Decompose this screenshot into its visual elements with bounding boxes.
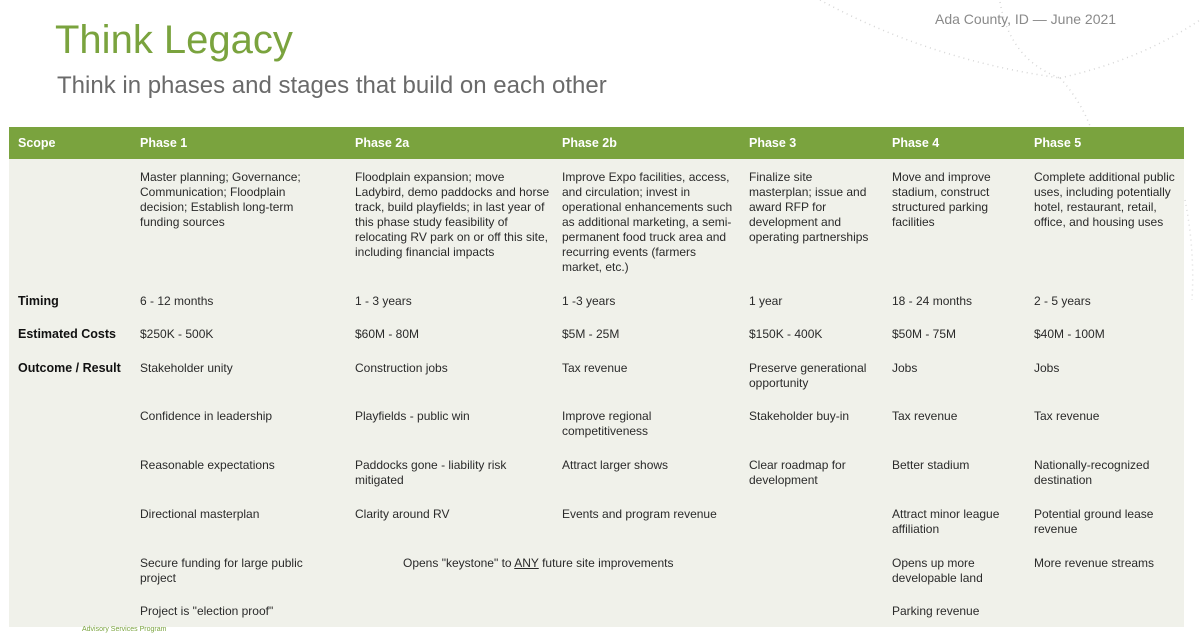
outcome-cell: Jobs: [892, 361, 918, 375]
row-label-timing: Timing: [18, 294, 59, 308]
outcome-cell: Confidence in leadership: [140, 409, 273, 423]
row-label-outcome: Outcome / Result: [18, 361, 121, 375]
timing-cell-phase-1: 6 - 12 months: [140, 294, 214, 308]
outcome-cell: More revenue streams: [1034, 556, 1155, 570]
outcome-cell: Preserve generational opportunity: [749, 361, 867, 390]
column-header-phase-2a: Phase 2a: [355, 136, 410, 150]
scope-cell-phase-2b: Improve Expo facilities, access, and circulation; invest in operational enhancements such as additional marketing, a semi-permanent food truck area and recurring events (farmers market, etc.): [562, 170, 733, 274]
scope-cell-phase-5: Complete additional public uses, including potentially hotel, restaurant, retail, office, and housing uses: [1034, 170, 1175, 229]
outcome-cell: Clear roadmap for development: [749, 458, 846, 487]
outcome-cell: Potential ground lease revenue: [1034, 507, 1154, 536]
outcome-cell: Parking revenue: [892, 604, 980, 618]
cost-cell-phase-3: $150K - 400K: [749, 327, 823, 341]
cost-cell-phase-2a: $60M - 80M: [355, 327, 420, 341]
outcome-cell: Improve regional competitiveness: [562, 409, 652, 438]
outcome-cell: Attract minor league affiliation: [892, 507, 1000, 536]
timing-cell-phase-3: 1 year: [749, 294, 783, 308]
outcome-cell: Attract larger shows: [562, 458, 669, 472]
outcome-cell: Project is "election proof": [140, 604, 274, 618]
outcome-cell: Tax revenue: [892, 409, 958, 423]
scope-cell-phase-2a: Floodplain expansion; move Ladybird, demo paddocks and horse track, build playfields; in last year of this phase study feasibility of relocating RV park on or off this site, including financial impacts: [355, 170, 550, 259]
keystone-outcome-span: [403, 556, 673, 570]
timing-cell-phase-4: 18 - 24 months: [892, 294, 973, 308]
keystone-emphasis: ANY: [514, 556, 539, 570]
column-header-phase-2b: Phase 2b: [562, 136, 617, 150]
outcome-cell: Construction jobs: [355, 361, 448, 375]
cost-cell-phase-4: $50M - 75M: [892, 327, 957, 341]
timing-cell-phase-2b: 1 -3 years: [562, 294, 616, 308]
page-subtitle: Think in phases and stages that build on each other: [57, 72, 607, 99]
column-header-scope: Scope: [18, 136, 56, 150]
outcome-cell: Directional masterplan: [140, 507, 260, 521]
keystone-text-after: future site improvements: [538, 556, 674, 570]
outcome-cell: Better stadium: [892, 458, 970, 472]
column-header-phase-5: Phase 5: [1034, 136, 1082, 150]
row-label-estimated-costs: Estimated Costs: [18, 327, 116, 341]
page-title: Think Legacy: [55, 18, 293, 62]
outcome-cell: Jobs: [1034, 361, 1060, 375]
outcome-cell: Clarity around RV: [355, 507, 450, 521]
cost-cell-phase-5: $40M - 100M: [1034, 327, 1105, 341]
outcome-cell: Secure funding for large public project: [140, 556, 303, 585]
outcome-cell: Stakeholder unity: [140, 361, 233, 375]
column-header-phase-4: Phase 4: [892, 136, 940, 150]
cost-cell-phase-1: $250K - 500K: [140, 327, 214, 341]
outcome-cell: Stakeholder buy-in: [749, 409, 850, 423]
outcome-cell: Reasonable expectations: [140, 458, 275, 472]
timing-cell-phase-2a: 1 - 3 years: [355, 294, 412, 308]
outcome-cell: Playfields - public win: [355, 409, 470, 423]
phases-table: [9, 127, 1184, 627]
timing-cell-phase-5: 2 - 5 years: [1034, 294, 1091, 308]
outcome-cell: Nationally-recognized destination: [1034, 458, 1150, 487]
outcome-cell: Events and program revenue: [562, 507, 717, 521]
outcome-cell: Tax revenue: [1034, 409, 1100, 423]
scope-cell-phase-4: Move and improve stadium, construct structured parking facilities: [892, 170, 991, 229]
keystone-text-before: Opens "keystone" to: [403, 556, 515, 570]
outcome-cell: Opens up more developable land: [892, 556, 983, 585]
column-header-phase-1: Phase 1: [140, 136, 188, 150]
outcome-cell: Paddocks gone - liability risk mitigated: [355, 458, 507, 487]
location-date: Ada County, ID — June 2021: [935, 11, 1117, 27]
footer-program-name: Advisory Services Program: [82, 626, 167, 633]
outcome-cell: Tax revenue: [562, 361, 628, 375]
scope-cell-phase-1: Master planning; Governance; Communication; Floodplain decision; Establish long-term funding sources: [140, 170, 301, 229]
cost-cell-phase-2b: $5M - 25M: [562, 327, 620, 341]
table-header-row: [9, 127, 1184, 159]
scope-cell-phase-3: Finalize site masterplan; issue and award RFP for development and operating partnerships: [749, 170, 869, 244]
column-header-phase-3: Phase 3: [749, 136, 797, 150]
